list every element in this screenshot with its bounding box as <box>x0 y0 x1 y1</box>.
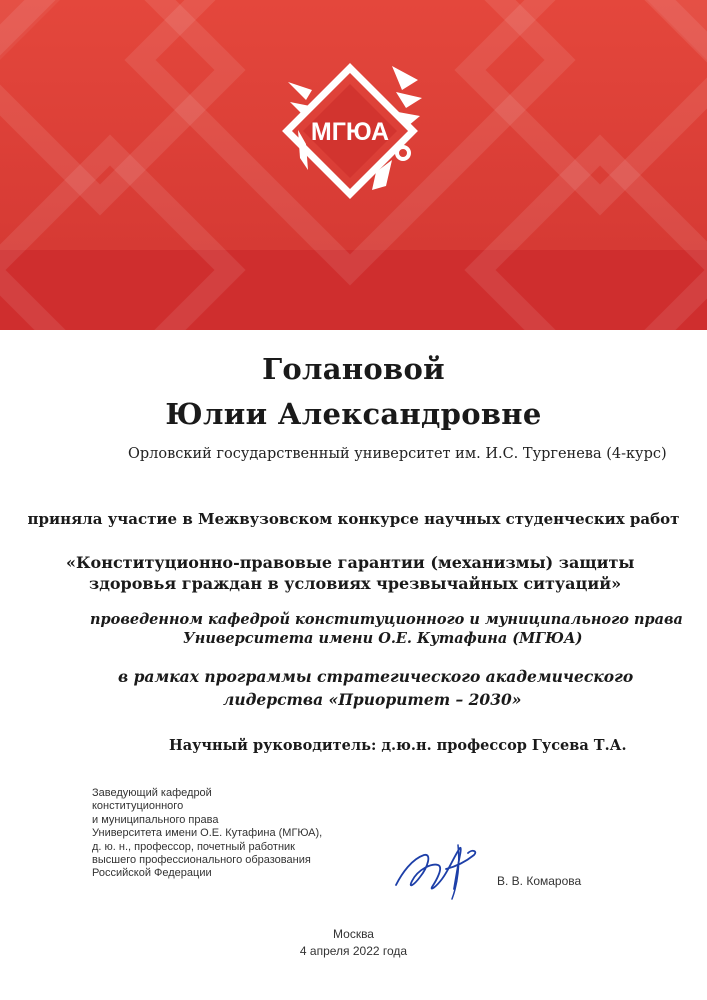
program-line-1: в рамках программы стратегического академического <box>118 667 634 686</box>
topic-line-2: здоровья граждан в условиях чрезвычайных ситуаций» <box>89 574 622 593</box>
handwritten-signature <box>388 833 488 901</box>
department-line-2: Университета имени О.Е. Кутафина (МГЮА) <box>183 630 583 647</box>
signer-title-line: Заведующий кафедрой <box>92 787 212 799</box>
program-line-2: лидерства «Приоритет – 2030» <box>223 690 522 709</box>
signer-title-line: и муниципального права <box>92 813 219 826</box>
issue-date: 4 апреля 2022 года <box>299 944 408 958</box>
participation-statement: приняла участие в Межвузовском конкурсе научных студенческих работ <box>27 510 680 528</box>
recipient-given-names: Юлии Александровне <box>165 397 542 431</box>
signer-title-line: Университета имени О.Е. Кутафина (МГЮА), <box>92 827 323 840</box>
signer-title-line: Российской Федерации <box>92 867 212 880</box>
recipient-surname: Голановой <box>262 352 445 386</box>
header-band <box>0 0 707 330</box>
signer-title <box>92 787 322 881</box>
department-line-1: проведенном кафедрой конституционного и муниципального права <box>90 611 683 628</box>
scientific-supervisor: Научный руководитель: д.ю.н. профессор Гусева Т.А. <box>169 737 627 754</box>
topic-line-1: «Конституционно-правовые гарантии (механизмы) защиты <box>66 553 635 572</box>
signer-title-line: высшего профессионального образования <box>92 854 311 867</box>
logo-text: МГЮА <box>310 118 390 146</box>
mgua-logo <box>280 60 430 210</box>
signer-title-line: конституционного <box>92 800 184 813</box>
issue-city: Москва <box>333 927 374 941</box>
signer-name: В. В. Комарова <box>497 874 582 888</box>
recipient-university: Орловский государственный университет им. И.С. Тургенева (4-курс) <box>128 446 667 462</box>
signer-title-line: д. ю. н., профессор, почетный работник <box>92 840 295 853</box>
